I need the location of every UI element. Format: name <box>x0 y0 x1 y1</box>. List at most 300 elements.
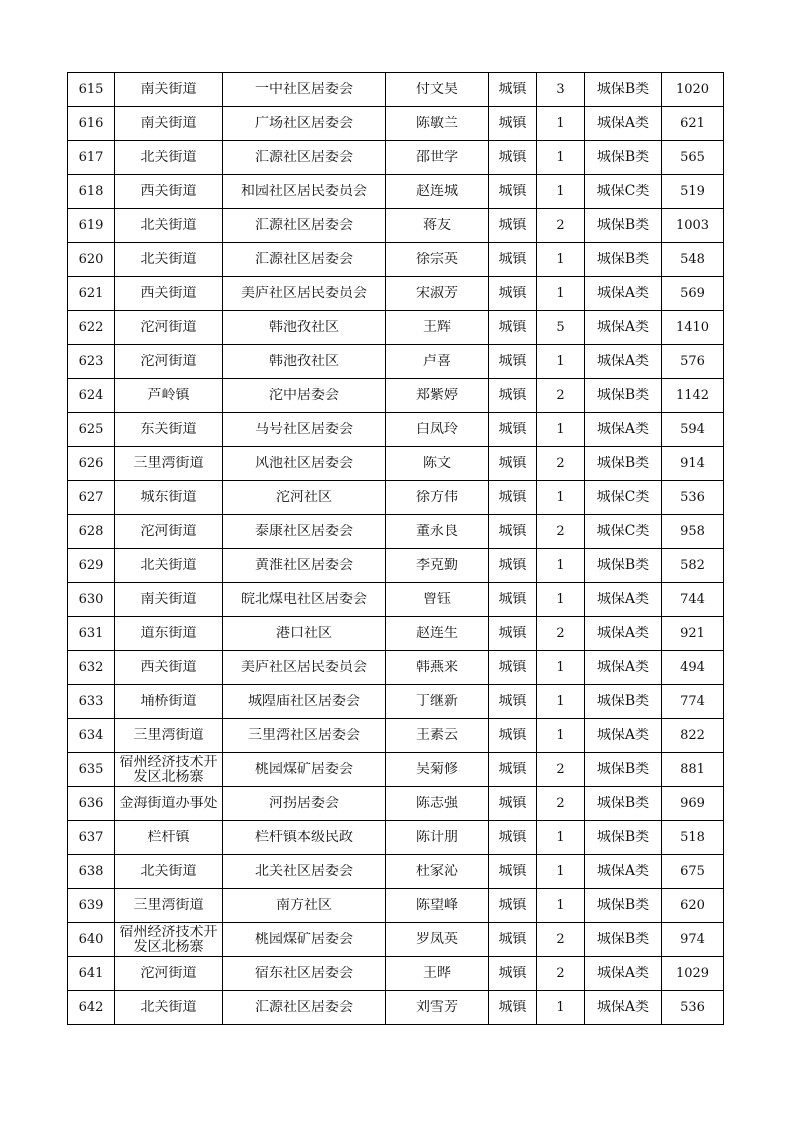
cell-category <box>585 787 662 821</box>
cell-serial-number-text: 634 <box>78 728 104 743</box>
cell-serial-number <box>68 549 115 583</box>
cell-category <box>585 175 662 209</box>
table-row <box>68 447 724 481</box>
cell-area-type-text: 城镇 <box>498 116 527 131</box>
cell-category <box>585 957 662 991</box>
cell-committee <box>223 549 386 583</box>
cell-committee <box>223 515 386 549</box>
cell-committee-text: 汇源社区居委会 <box>255 218 353 233</box>
table-row <box>68 821 724 855</box>
cell-serial-number-text: 630 <box>78 592 104 607</box>
cell-household-count-text: 1 <box>556 422 565 437</box>
cell-area-type <box>489 141 537 175</box>
table-row <box>68 107 724 141</box>
cell-category <box>585 923 662 957</box>
cell-person-name-text: 郑紫婷 <box>416 388 458 403</box>
cell-serial-number <box>68 957 115 991</box>
cell-area-type <box>489 685 537 719</box>
cell-amount <box>662 209 724 243</box>
cell-household-count <box>537 345 585 379</box>
cell-committee <box>223 107 386 141</box>
cell-area-type-text: 城镇 <box>498 184 527 199</box>
cell-amount <box>662 855 724 889</box>
cell-area-type <box>489 243 537 277</box>
cell-street-text: 南关街道 <box>140 116 197 131</box>
cell-street-text: 三里湾街道 <box>133 898 204 913</box>
cell-area-type-text: 城镇 <box>498 252 527 267</box>
cell-category-text: 城保A类 <box>596 864 650 879</box>
cell-category-text: 城保A类 <box>596 626 650 641</box>
cell-category <box>585 243 662 277</box>
cell-street <box>115 311 223 345</box>
cell-household-count <box>537 209 585 243</box>
cell-household-count-text: 2 <box>556 456 565 471</box>
cell-amount <box>662 583 724 617</box>
cell-serial-number-text: 621 <box>78 286 104 301</box>
cell-street <box>115 141 223 175</box>
cell-amount-text: 620 <box>680 898 705 913</box>
cell-person-name <box>386 345 489 379</box>
cell-street-text: 埇桥街道 <box>140 694 197 709</box>
cell-area-type-text: 城镇 <box>498 626 527 641</box>
cell-area-type-text: 城镇 <box>498 150 527 165</box>
table-row <box>68 481 724 515</box>
cell-street-text: 金海街道办事处 <box>119 796 218 811</box>
cell-amount <box>662 753 724 787</box>
cell-area-type <box>489 481 537 515</box>
cell-amount-text: 921 <box>680 626 705 641</box>
cell-area-type-text: 城镇 <box>498 932 527 947</box>
cell-household-count <box>537 141 585 175</box>
cell-person-name <box>386 753 489 787</box>
cell-area-type-text: 城镇 <box>498 286 527 301</box>
cell-area-type-text: 城镇 <box>498 320 527 335</box>
cell-household-count-text: 5 <box>556 320 565 335</box>
table-row <box>68 855 724 889</box>
cell-category <box>585 651 662 685</box>
cell-amount-text: 1020 <box>675 82 710 97</box>
cell-amount-text: 519 <box>680 184 705 199</box>
cell-person-name-text: 徐宗英 <box>416 252 458 267</box>
cell-serial-number <box>68 821 115 855</box>
cell-serial-number-text: 615 <box>78 82 104 97</box>
cell-amount <box>662 73 724 107</box>
cell-serial-number <box>68 107 115 141</box>
cell-amount-text: 822 <box>680 728 705 743</box>
cell-amount-text: 536 <box>680 1000 705 1015</box>
cell-amount-text: 494 <box>680 660 705 675</box>
cell-category <box>585 141 662 175</box>
cell-street-text: 南关街道 <box>140 592 197 607</box>
cell-household-count <box>537 991 585 1025</box>
cell-area-type <box>489 515 537 549</box>
cell-category <box>585 345 662 379</box>
cell-household-count-text: 2 <box>556 524 565 539</box>
cell-household-count <box>537 923 585 957</box>
table-row <box>68 73 724 107</box>
cell-amount-text: 518 <box>680 830 705 845</box>
cell-area-type-text: 城镇 <box>498 422 527 437</box>
cell-committee <box>223 787 386 821</box>
cell-household-count-text: 1 <box>556 490 565 505</box>
cell-household-count <box>537 379 585 413</box>
table-body <box>68 73 724 1025</box>
cell-amount-text: 914 <box>680 456 705 471</box>
cell-category-text: 城保C类 <box>596 490 650 505</box>
cell-committee-text: 河拐居委会 <box>269 796 339 811</box>
cell-category <box>585 719 662 753</box>
cell-committee-text: 广场社区居委会 <box>255 116 353 131</box>
cell-area-type <box>489 107 537 141</box>
cell-person-name <box>386 957 489 991</box>
cell-person-name <box>386 923 489 957</box>
cell-street-text: 栏杆镇 <box>147 830 190 845</box>
cell-committee-text: 一中社区居委会 <box>255 82 353 97</box>
cell-street <box>115 515 223 549</box>
cell-amount-text: 1029 <box>675 966 710 981</box>
cell-amount <box>662 991 724 1025</box>
cell-area-type-text: 城镇 <box>498 388 527 403</box>
cell-person-name-text: 陈望峰 <box>416 898 458 913</box>
table-row <box>68 889 724 923</box>
cell-person-name-text: 徐方伟 <box>416 490 458 505</box>
cell-committee <box>223 583 386 617</box>
cell-amount-text: 969 <box>680 796 705 811</box>
cell-street <box>115 753 223 787</box>
cell-serial-number <box>68 753 115 787</box>
cell-street <box>115 991 223 1025</box>
cell-area-type <box>489 957 537 991</box>
cell-category-text: 城保B类 <box>596 830 650 845</box>
cell-household-count <box>537 855 585 889</box>
cell-serial-number <box>68 515 115 549</box>
cell-street <box>115 73 223 107</box>
cell-amount-text: 1003 <box>675 218 710 233</box>
cell-category-text: 城保B类 <box>596 456 650 471</box>
cell-committee-text: 韩池孜社区 <box>269 354 339 369</box>
cell-person-name-text: 陈计朋 <box>416 830 458 845</box>
cell-committee <box>223 821 386 855</box>
cell-household-count-text: 1 <box>556 694 565 709</box>
cell-area-type <box>489 583 537 617</box>
cell-household-count <box>537 651 585 685</box>
cell-category-text: 城保A类 <box>596 660 650 675</box>
table-row <box>68 243 724 277</box>
cell-household-count <box>537 719 585 753</box>
cell-category-text: 城保C类 <box>596 184 650 199</box>
cell-committee-text: 沱中居委会 <box>269 388 339 403</box>
cell-area-type <box>489 379 537 413</box>
cell-household-count <box>537 889 585 923</box>
cell-household-count-text: 3 <box>556 82 565 97</box>
cell-person-name <box>386 107 489 141</box>
cell-serial-number-text: 625 <box>78 422 104 437</box>
cell-committee-text: 汇源社区居委会 <box>255 252 353 267</box>
cell-committee-text: 皖北煤电社区居委会 <box>241 592 367 607</box>
cell-category <box>585 685 662 719</box>
cell-category <box>585 889 662 923</box>
cell-area-type-text: 城镇 <box>498 728 527 743</box>
cell-serial-number <box>68 685 115 719</box>
table-row <box>68 957 724 991</box>
cell-serial-number <box>68 481 115 515</box>
cell-category <box>585 107 662 141</box>
cell-area-type <box>489 209 537 243</box>
cell-street-text: 沱河街道 <box>140 966 197 981</box>
cell-amount <box>662 243 724 277</box>
cell-household-count-text: 2 <box>556 626 565 641</box>
cell-committee-text: 三里湾社区居委会 <box>248 728 360 743</box>
cell-household-count-text: 1 <box>556 592 565 607</box>
table-row <box>68 209 724 243</box>
table-row <box>68 923 724 957</box>
cell-category-text: 城保C类 <box>596 524 650 539</box>
cell-amount <box>662 821 724 855</box>
cell-person-name-text: 丁继新 <box>416 694 458 709</box>
cell-serial-number-text: 627 <box>78 490 104 505</box>
cell-area-type-text: 城镇 <box>498 660 527 675</box>
cell-household-count-text: 1 <box>556 864 565 879</box>
cell-committee-text: 栏杆镇本级民政 <box>255 830 353 845</box>
cell-serial-number <box>68 923 115 957</box>
cell-household-count <box>537 73 585 107</box>
cell-amount-text: 569 <box>680 286 705 301</box>
cell-area-type <box>489 855 537 889</box>
cell-area-type-text: 城镇 <box>498 82 527 97</box>
cell-serial-number <box>68 583 115 617</box>
cell-person-name-text: 白凤玲 <box>416 422 458 437</box>
cell-category <box>585 447 662 481</box>
table-row <box>68 277 724 311</box>
cell-street-text: 北关街道 <box>140 1000 197 1015</box>
cell-household-count <box>537 311 585 345</box>
cell-category-text: 城保B类 <box>596 388 650 403</box>
cell-serial-number-text: 618 <box>78 184 104 199</box>
cell-amount <box>662 107 724 141</box>
cell-serial-number-text: 616 <box>78 116 104 131</box>
cell-category <box>585 73 662 107</box>
cell-person-name <box>386 243 489 277</box>
cell-committee <box>223 243 386 277</box>
cell-committee <box>223 379 386 413</box>
table-row <box>68 345 724 379</box>
cell-amount-text: 974 <box>680 932 705 947</box>
cell-street-text: 北关街道 <box>140 150 197 165</box>
cell-serial-number <box>68 889 115 923</box>
table-row <box>68 617 724 651</box>
cell-area-type-text: 城镇 <box>498 354 527 369</box>
cell-street <box>115 889 223 923</box>
cell-amount <box>662 141 724 175</box>
cell-area-type-text: 城镇 <box>498 694 527 709</box>
cell-household-count-text: 1 <box>556 184 565 199</box>
cell-person-name <box>386 447 489 481</box>
cell-street <box>115 107 223 141</box>
cell-person-name-text: 陈志强 <box>416 796 458 811</box>
cell-amount-text: 576 <box>680 354 705 369</box>
cell-category <box>585 617 662 651</box>
cell-amount <box>662 923 724 957</box>
cell-household-count <box>537 107 585 141</box>
cell-amount-text: 594 <box>680 422 705 437</box>
cell-committee <box>223 923 386 957</box>
cell-serial-number <box>68 311 115 345</box>
cell-serial-number-text: 639 <box>78 898 104 913</box>
cell-amount <box>662 685 724 719</box>
cell-household-count <box>537 821 585 855</box>
cell-serial-number-text: 629 <box>78 558 104 573</box>
cell-area-type-text: 城镇 <box>498 898 527 913</box>
cell-person-name-text: 韩燕来 <box>416 660 458 675</box>
cell-serial-number <box>68 651 115 685</box>
cell-serial-number-text: 620 <box>78 252 104 267</box>
cell-committee <box>223 889 386 923</box>
cell-category-text: 城保A类 <box>596 966 650 981</box>
cell-household-count-text: 1 <box>556 150 565 165</box>
cell-serial-number <box>68 617 115 651</box>
table-row <box>68 413 724 447</box>
cell-person-name-text: 赵连生 <box>416 626 458 641</box>
cell-area-type <box>489 413 537 447</box>
table-row <box>68 141 724 175</box>
cell-category <box>585 379 662 413</box>
cell-serial-number <box>68 141 115 175</box>
cell-category <box>585 481 662 515</box>
cell-person-name <box>386 719 489 753</box>
cell-street-text: 三里湾街道 <box>133 728 204 743</box>
cell-street-text: 北关街道 <box>140 218 197 233</box>
cell-category-text: 城保B类 <box>596 82 650 97</box>
cell-committee <box>223 73 386 107</box>
cell-category <box>585 991 662 1025</box>
cell-person-name-text: 曾钰 <box>423 592 451 607</box>
cell-amount <box>662 957 724 991</box>
cell-category-text: 城保A类 <box>596 320 650 335</box>
table-row <box>68 719 724 753</box>
cell-street-text: 宿州经济技术开发区北杨寨 <box>119 924 218 955</box>
cell-amount <box>662 311 724 345</box>
cell-amount <box>662 617 724 651</box>
cell-household-count <box>537 243 585 277</box>
cell-category-text: 城保B类 <box>596 932 650 947</box>
cell-household-count <box>537 583 585 617</box>
cell-category-text: 城保B类 <box>596 558 650 573</box>
cell-serial-number-text: 619 <box>78 218 104 233</box>
cell-street-text: 北关街道 <box>140 864 197 879</box>
cell-street-text: 沱河街道 <box>140 354 197 369</box>
cell-area-type <box>489 787 537 821</box>
table-row <box>68 175 724 209</box>
cell-street-text: 三里湾街道 <box>133 456 204 471</box>
cell-amount-text: 565 <box>680 150 705 165</box>
table-row <box>68 583 724 617</box>
table-row <box>68 991 724 1025</box>
cell-serial-number-text: 632 <box>78 660 104 675</box>
cell-street-text: 西关街道 <box>140 184 197 199</box>
cell-household-count-text: 2 <box>556 388 565 403</box>
cell-household-count-text: 1 <box>556 728 565 743</box>
cell-street <box>115 447 223 481</box>
cell-person-name-text: 王素云 <box>416 728 458 743</box>
cell-person-name <box>386 583 489 617</box>
cell-street-text: 西关街道 <box>140 660 197 675</box>
cell-category <box>585 549 662 583</box>
cell-street-text: 宿州经济技术开发区北杨寨 <box>119 754 218 785</box>
cell-area-type-text: 城镇 <box>498 218 527 233</box>
cell-street <box>115 617 223 651</box>
cell-amount <box>662 787 724 821</box>
cell-street <box>115 175 223 209</box>
cell-street <box>115 345 223 379</box>
cell-amount-text: 774 <box>680 694 705 709</box>
cell-committee-text: 马号社区居委会 <box>255 422 353 437</box>
cell-committee <box>223 141 386 175</box>
cell-person-name-text: 蒋友 <box>423 218 451 233</box>
cell-amount-text: 536 <box>680 490 705 505</box>
cell-serial-number <box>68 413 115 447</box>
cell-category-text: 城保B类 <box>596 898 650 913</box>
cell-household-count-text: 1 <box>556 286 565 301</box>
cell-street-text: 芦岭镇 <box>147 388 190 403</box>
cell-person-name <box>386 651 489 685</box>
cell-person-name-text: 罗凤英 <box>416 932 458 947</box>
cell-person-name <box>386 175 489 209</box>
cell-area-type <box>489 277 537 311</box>
cell-committee <box>223 345 386 379</box>
cell-street-text: 北关街道 <box>140 252 197 267</box>
cell-serial-number-text: 624 <box>78 388 104 403</box>
cell-person-name-text: 陈敏兰 <box>416 116 458 131</box>
cell-committee-text: 韩池孜社区 <box>269 320 339 335</box>
cell-street-text: 东关街道 <box>140 422 197 437</box>
cell-serial-number-text: 640 <box>78 932 104 947</box>
cell-household-count-text: 2 <box>556 762 565 777</box>
cell-area-type-text: 城镇 <box>498 456 527 471</box>
cell-household-count <box>537 787 585 821</box>
cell-serial-number <box>68 243 115 277</box>
cell-committee-text: 桃园煤矿居委会 <box>255 932 353 947</box>
cell-street <box>115 719 223 753</box>
cell-committee <box>223 991 386 1025</box>
cell-person-name-text: 付文昊 <box>416 82 458 97</box>
cell-household-count <box>537 685 585 719</box>
cell-serial-number-text: 635 <box>78 762 104 777</box>
cell-street <box>115 243 223 277</box>
cell-household-count-text: 1 <box>556 252 565 267</box>
cell-committee-text: 黄淮社区居委会 <box>255 558 353 573</box>
cell-committee <box>223 753 386 787</box>
cell-household-count <box>537 277 585 311</box>
cell-serial-number <box>68 719 115 753</box>
cell-area-type <box>489 447 537 481</box>
cell-area-type <box>489 753 537 787</box>
cell-amount <box>662 277 724 311</box>
cell-amount <box>662 379 724 413</box>
cell-amount-text: 1142 <box>675 388 710 403</box>
cell-household-count <box>537 957 585 991</box>
cell-committee <box>223 719 386 753</box>
cell-committee-text: 风池社区居委会 <box>255 456 353 471</box>
cell-serial-number-text: 628 <box>78 524 104 539</box>
cell-committee-text: 港口社区 <box>276 626 332 641</box>
table-row <box>68 651 724 685</box>
table-row <box>68 515 724 549</box>
cell-person-name <box>386 855 489 889</box>
cell-street <box>115 379 223 413</box>
table-row <box>68 549 724 583</box>
cell-amount <box>662 515 724 549</box>
cell-category-text: 城保A类 <box>596 728 650 743</box>
